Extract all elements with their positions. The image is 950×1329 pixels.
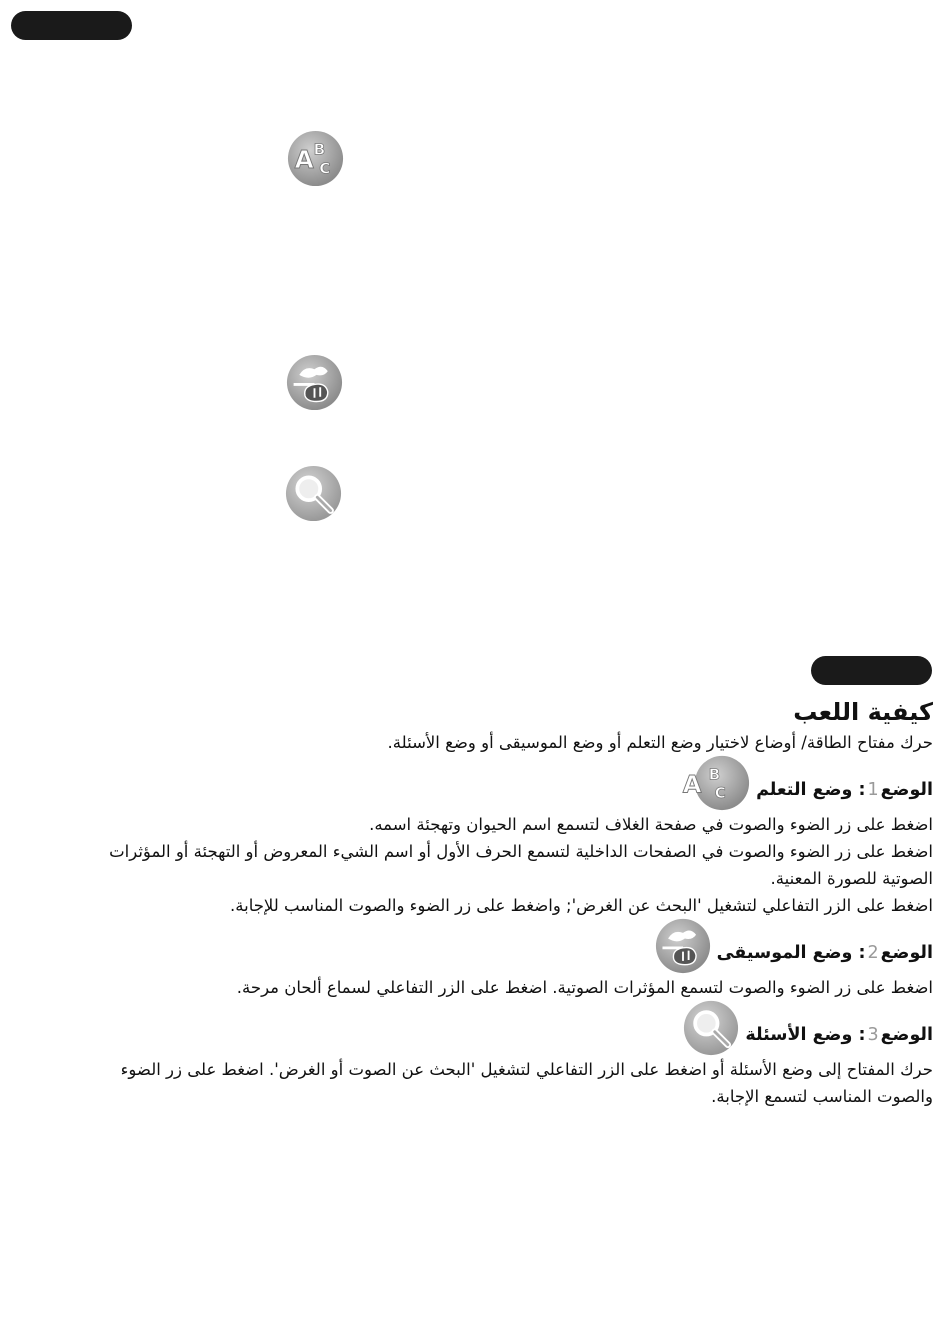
magnifier-icon (683, 1000, 739, 1056)
music-icon (286, 354, 343, 411)
mode-name: : وضع التعلم (756, 780, 866, 800)
mode-2-title (63, 932, 933, 974)
mode-number: 3 (867, 1025, 879, 1045)
mode-number: 2 (867, 943, 879, 963)
mode-2-line-1: اضغط على زر الضوء والصوت لتسمع المؤثرات الصوتية. اضغط على الزر التفاعلي لسماع ألحان مرحة. (236, 978, 933, 997)
svg-text:B: B (708, 765, 721, 784)
svg-text:C: C (714, 783, 726, 802)
section-tab-middle (811, 656, 932, 685)
section-tab-top (11, 11, 132, 40)
mode-3-title (63, 1014, 933, 1056)
svg-text:C: C (319, 159, 331, 178)
mode-number: 1 (867, 780, 879, 800)
mode-prefix: الوضع (880, 1025, 933, 1045)
music-icon (655, 918, 711, 974)
intro-text: حرك مفتاح الطاقة/ أوضاع لاختيار وضع التعلم أو وضع الموسيقى أو وضع الأسئلة. (387, 733, 933, 752)
svg-text:A: A (294, 145, 314, 174)
how-to-play-section (63, 695, 933, 1110)
mode-1-title (63, 765, 933, 811)
mode-name: : وضع الموسيقى (716, 943, 866, 963)
mode-prefix: الوضع (880, 780, 933, 800)
mode-3-line-1: حرك المفتاح إلى وضع الأسئلة أو اضغط على الزر التفاعلي لتشغيل 'البحث عن الصوت أو الغرض'. اضغط على زر الضوء والصوت المناسب لتسمع الإجابة. (120, 1060, 933, 1106)
mode-1-line-3: اضغط على الزر التفاعلي لتشغيل 'البحث عن الغرض'; واضغط على زر الضوء والصوت المناسب للإجابة. (230, 896, 933, 915)
mode-1-line-1: اضغط على زر الضوء والصوت في صفحة الغلاف لتسمع اسم الحيوان وتهجئة اسمه. (369, 815, 933, 834)
mode-prefix: الوضع (880, 943, 933, 963)
magnifier-icon (285, 465, 342, 522)
abc-icon (682, 755, 750, 811)
svg-text:A: A (682, 769, 702, 799)
section-heading: كيفية اللعب (793, 698, 933, 726)
mode-1-line-2: اضغط على زر الضوء والصوت في الصفحات الداخلية لتسمع الحرف الأول أو اسم الشيء المعروض أو التهجئة أو المؤثرات الصوتية للصورة المعنية. (109, 842, 933, 888)
mode-name: : وضع الأسئلة (745, 1025, 866, 1045)
svg-text:B: B (313, 140, 326, 159)
abc-icon (287, 130, 344, 187)
